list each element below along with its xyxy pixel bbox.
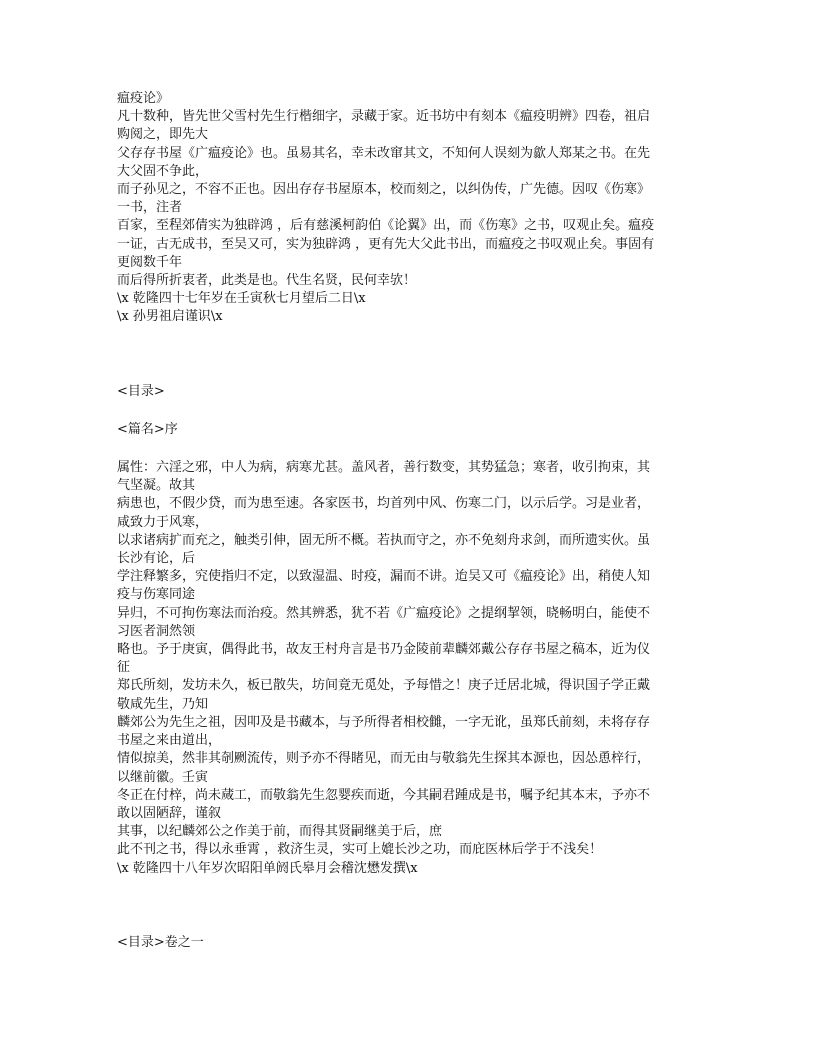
text-line: 其事，以纪麟郊公之作美于前，而得其贤嗣继美于后，庶 bbox=[117, 824, 443, 840]
toc-heading: <目录> bbox=[117, 383, 165, 399]
document-page bbox=[117, 90, 705, 952]
text-line: 略也。予于庚寅，偶得此书，故友王村舟言是书乃金陵前辈麟郊戴公存存书屋之稿本，近为仪 bbox=[117, 642, 651, 658]
text-line: 习医者洞然领 bbox=[117, 623, 196, 639]
signature-line: \x 乾隆四十八年岁次昭阳单阏氏皋月会稽沈懋发撰\x bbox=[117, 860, 418, 876]
text-line: 冬正在付梓，尚未蒇工，而敬翁先生忽婴疾而逝，今其嗣君踵成是书，嘱予纪其本末，予亦不 bbox=[117, 787, 651, 803]
text-line: 异归，不可拘伤寒法而治疫。然其辨悉，犹不若《广瘟疫论》之提纲挈领，晓畅明白，能使不 bbox=[117, 605, 651, 621]
text-line: 一证，古无成书，至吴又可，实为独辟鸿 ，更有先大父此书出，而瘟疫之书叹观止矣。事固有 bbox=[117, 236, 655, 252]
preface-block bbox=[117, 459, 705, 878]
text-line: 而后得所折衷者，此类是也。代生名贤，民何幸欤！ bbox=[117, 273, 417, 289]
text-line: 以求诸病扩而充之，触类引伸，固无所不概。若执而守之，亦不免刻舟求剑，而所遗实伙。虽 bbox=[117, 532, 651, 548]
text-line: 大父固不争此， bbox=[117, 163, 209, 179]
text-line: 长沙有论，后 bbox=[117, 551, 196, 567]
text-line: 凡十数种，皆先世父雪村先生行楷细字，录藏于家。近书坊中有刻本《瘟疫明辨》四卷，祖启 bbox=[117, 109, 651, 125]
text-line: 购阅之，即先大 bbox=[117, 127, 209, 143]
text-line: 瘟疫论》 bbox=[117, 91, 170, 106]
text-line: 学注释繁多，究使指归不定，以致湿温、时疫，漏而不讲。迨吴又可《瘟疫论》出，稍使人知 bbox=[117, 569, 651, 585]
text-line: 更阅数千年 bbox=[117, 254, 183, 270]
signature-line: \x 孙男祖启谨识\x bbox=[117, 309, 223, 325]
volume-heading: <目录>卷之一 bbox=[117, 934, 204, 950]
text-line: 书屋之来由道出， bbox=[117, 733, 222, 749]
text-line: 此不刊之书，得以永垂霄 ，救济生灵，实可上媲长沙之功，而庇医林后学于不浅矣！ bbox=[117, 842, 603, 858]
text-line: 郑氏所刻，发坊未久，板已散失，坊间竟无觅处，予每惜之！庚子迁居北城，得识国子学正戴 bbox=[117, 678, 651, 694]
text-line: 情似掠美，然非其剞劂流传，则予亦不得睹见，而无由与敬翁先生探其本源也，因怂恿梓行， bbox=[117, 751, 651, 767]
text-line: 父存存书屋《广瘟疫论》也。虽易其名，幸未改窜其文，不知何人误刻为歙人郑某之书。在先 bbox=[117, 145, 651, 161]
text-line: 咸致力于风寒， bbox=[117, 514, 209, 530]
text-line: 病患也，不假少贷，而为患至速。各家医书，均首列中风、伤寒二门，以示后学。习是业者， bbox=[117, 496, 651, 512]
text-line: 麟郊公为先生之祖，因叩及是书藏本，与予所得者相校雠，一字无讹，虽郑氏前刻，未将存存 bbox=[117, 714, 651, 730]
text-line: 一书，注者 bbox=[117, 200, 183, 216]
text-line: 征 bbox=[117, 660, 131, 676]
text-line: 百家，至程郊倩实为独辟鸿 ，后有慈溪柯韵伯《论翼》出，而《伤寒》之书，叹观止矣。瘟疫 bbox=[117, 218, 655, 234]
text-line: 疫与伤寒同途 bbox=[117, 587, 196, 603]
section-heading: <篇名>序 bbox=[117, 421, 178, 437]
text-line: 属性：六淫之邪，中人为病，病寒尤甚。盖风者，善行数变，其势猛急；寒者，收引拘束，其 bbox=[117, 460, 651, 476]
text-line: 敢以固陋辞，谨叙 bbox=[117, 805, 222, 821]
text-line: 而子孙见之，不容不正也。因出存存书屋原本，校而刻之，以纠伪传，广先德。因叹《伤寒》 bbox=[117, 182, 651, 198]
text-line: 敬咸先生，乃知 bbox=[117, 696, 209, 712]
text-line: 以继前徽。壬寅 bbox=[117, 769, 209, 785]
preface-end-block bbox=[117, 90, 705, 327]
date-line: \x 乾隆四十七年岁在壬寅秋七月望后二日\x bbox=[117, 291, 366, 307]
text-line: 气坚凝。故其 bbox=[117, 478, 196, 494]
